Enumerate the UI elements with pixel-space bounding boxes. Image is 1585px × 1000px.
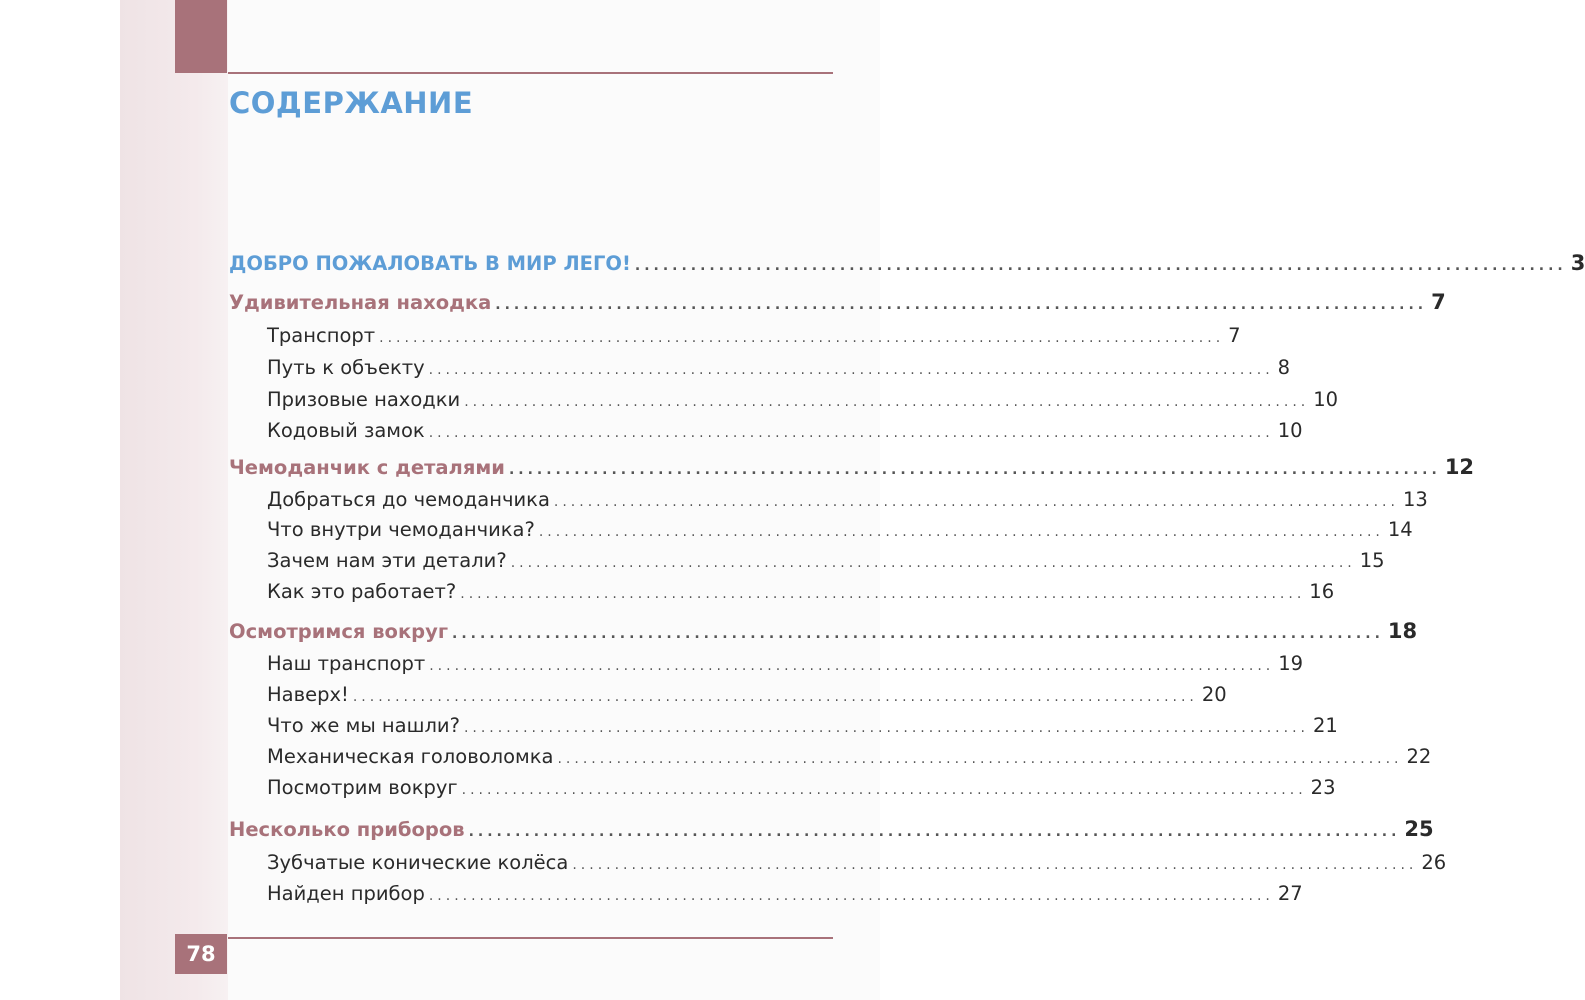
leader-dots: .................................................................................................... xyxy=(428,888,1274,904)
toc-intro-entry[interactable] xyxy=(229,251,1585,275)
toc-subentry[interactable] xyxy=(229,745,1432,768)
toc-entry-label: Зубчатые конические колёса xyxy=(267,851,569,874)
toc-entry-label: Механическая головоломка xyxy=(267,745,554,768)
toc-subentry[interactable] xyxy=(229,419,1303,442)
leader-dots: .................................................................................................... xyxy=(510,555,1356,571)
leader-dots: .................................................................................................... xyxy=(428,425,1274,441)
toc-entry-label: Что же мы нашли? xyxy=(267,714,460,737)
toc-entry-page: 12 xyxy=(1444,455,1475,479)
toc-entry-page: 25 xyxy=(1404,817,1434,841)
toc-entry-label: Транспорт xyxy=(267,324,376,347)
toc-subentry[interactable] xyxy=(229,518,1413,541)
leader-dots: .................................................................................................... xyxy=(460,586,1306,602)
toc-subentry[interactable] xyxy=(229,388,1339,411)
leader-dots: .................................................................................................... xyxy=(553,494,1399,510)
leader-dots: .................................................................................................... xyxy=(538,524,1384,540)
toc-entry-page: 13 xyxy=(1402,488,1428,511)
toc-entry-page: 18 xyxy=(1387,619,1418,643)
page-title: СОДЕРЖАНИЕ xyxy=(229,86,474,120)
toc-entry-page: 14 xyxy=(1387,518,1413,541)
toc-chapter-entry[interactable] xyxy=(229,455,1475,479)
leader-dots: .................................................................................................... xyxy=(495,297,1428,313)
leader-dots: .................................................................................................... xyxy=(461,782,1307,798)
toc-entry-page: 7 xyxy=(1228,324,1241,347)
leader-dots: .................................................................................................... xyxy=(634,258,1567,274)
leader-dots: .................................................................................................... xyxy=(557,751,1403,767)
toc-entry-page: 10 xyxy=(1313,388,1339,411)
toc-subentry[interactable] xyxy=(229,549,1385,572)
toc-entry-label: Посмотрим вокруг xyxy=(267,776,458,799)
toc-subentry[interactable] xyxy=(229,882,1303,905)
toc-entry-page: 3 xyxy=(1570,251,1585,275)
toc-entry-label: Кодовый замок xyxy=(267,419,425,442)
toc-entry-label: Наверх! xyxy=(267,683,349,706)
toc-entry-page: 7 xyxy=(1431,290,1446,314)
toc-entry-page: 23 xyxy=(1310,776,1336,799)
toc-entry-label: Путь к объекту xyxy=(267,356,425,379)
toc-subentry[interactable] xyxy=(229,652,1304,675)
toc-entry-label: Добраться до чемоданчика xyxy=(267,488,550,511)
leader-dots: .................................................................................................... xyxy=(468,824,1401,840)
toc-entry-label: Что внутри чемоданчика? xyxy=(267,518,535,541)
leader-dots: .................................................................................................... xyxy=(463,720,1309,736)
toc-entry-page: 26 xyxy=(1421,851,1447,874)
toc-entry-page: 8 xyxy=(1277,356,1291,379)
leader-dots: .................................................................................................... xyxy=(379,330,1225,346)
toc-entry-label: ДОБРО ПОЖАЛОВАТЬ В МИР ЛЕГО! xyxy=(229,252,631,275)
table-of-contents xyxy=(229,0,1585,1000)
leader-dots: .................................................................................................... xyxy=(508,462,1441,478)
toc-subentry[interactable] xyxy=(229,324,1241,347)
toc-chapter-entry[interactable] xyxy=(229,290,1446,314)
toc-subentry[interactable] xyxy=(229,714,1338,737)
toc-chapter-entry[interactable] xyxy=(229,817,1434,841)
toc-entry-page: 19 xyxy=(1278,652,1304,675)
toc-entry-page: 21 xyxy=(1312,714,1338,737)
toc-entry-label: Призовые находки xyxy=(267,388,461,411)
leader-dots: .................................................................................................... xyxy=(352,689,1198,705)
toc-entry-page: 15 xyxy=(1359,549,1385,572)
toc-entry-label: Чемоданчик с деталями xyxy=(229,456,505,479)
toc-subentry[interactable] xyxy=(229,580,1335,603)
toc-subentry[interactable] xyxy=(229,356,1291,379)
toc-entry-page: 20 xyxy=(1201,683,1227,706)
toc-chapter-entry[interactable] xyxy=(229,619,1418,643)
toc-entry-label: Найден прибор xyxy=(267,882,425,905)
toc-entry-label: Удивительная находка xyxy=(229,291,492,314)
toc-entry-page: 10 xyxy=(1277,419,1303,442)
toc-subentry[interactable] xyxy=(229,683,1227,706)
toc-entry-page: 22 xyxy=(1406,745,1432,768)
top-accent-bar xyxy=(175,0,227,73)
toc-subentry[interactable] xyxy=(229,488,1428,511)
left-margin-stripe xyxy=(120,0,228,1000)
toc-entry-label: Осмотримся вокруг xyxy=(229,620,449,643)
toc-entry-label: Наш транспорт xyxy=(267,652,426,675)
leader-dots: .................................................................................................... xyxy=(428,362,1274,378)
page-number: 78 xyxy=(175,934,227,974)
toc-entry-label: Несколько приборов xyxy=(229,818,465,841)
leader-dots: .................................................................................................... xyxy=(429,658,1275,674)
leader-dots: .................................................................................................... xyxy=(572,857,1418,873)
toc-subentry[interactable] xyxy=(229,851,1447,874)
toc-subentry[interactable] xyxy=(229,776,1336,799)
toc-entry-page: 27 xyxy=(1277,882,1303,905)
toc-entry-label: Как это работает? xyxy=(267,580,457,603)
toc-entry-label: Зачем нам эти детали? xyxy=(267,549,507,572)
leader-dots: .................................................................................................... xyxy=(452,626,1384,642)
leader-dots: .................................................................................................... xyxy=(464,394,1310,410)
toc-entry-page: 16 xyxy=(1309,580,1335,603)
